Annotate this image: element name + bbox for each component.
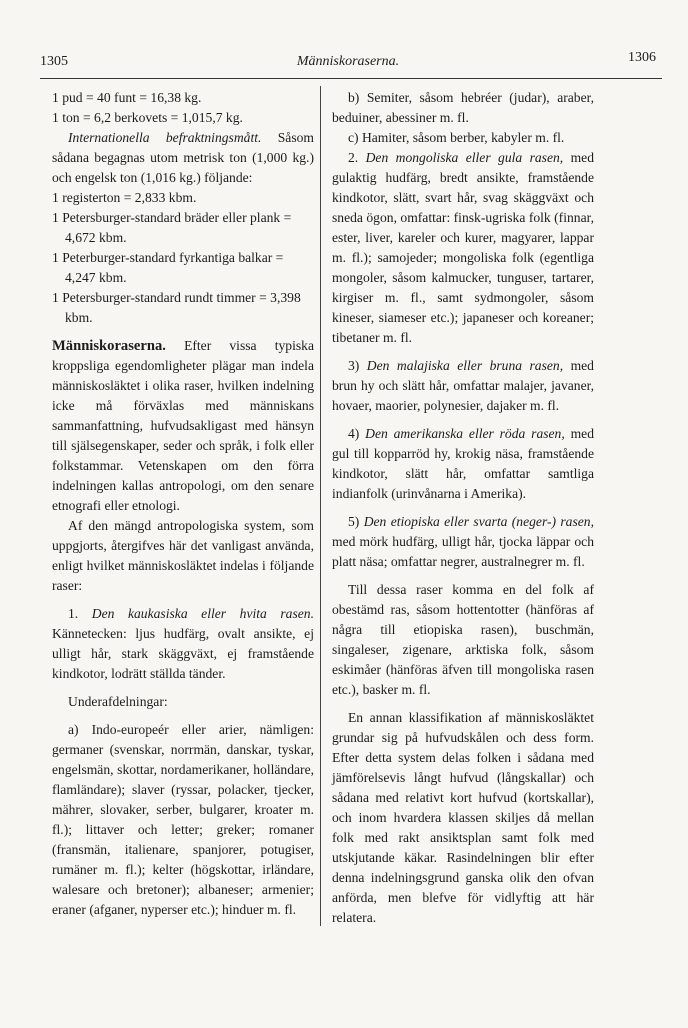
paragraph-text: med mörk hudfärg, ulligt hår, tjocka läppar och platt näsa; omfattar negrer, australnegrer m. fl. [332,534,594,569]
page-number-right: 1306 [628,50,656,65]
unit-line-plank: 1 Petersburger-standard bräder eller plank = 4,672 kbm. [52,210,292,245]
left-column [52,88,314,920]
paragraph-indo-europeer: a) Indo-europeér eller arier, nämligen: germaner (svenskar, norrmän, danskar, tyskar, engelsmän, skottar, nordamerikaner, holländare, flamländare); slaver (ryssar, polacker, tjecker, mährer, slovaker, serber, bulgarer, kroater m. fl.); littaver och letter; greker; romaner (fransmän, italienare, spanjorer, potugiser, rumäner m. fl.); kelter (högskottar, irländare, walesare och bretoner); albaneser; armenier; eraner (afganer, nyperser etc.); hinduer m. fl. [52,722,314,917]
list-number: 4) [348,426,366,441]
unit-line-balkar: 1 Peterburger-standard fyrkantiga balkar = 4,247 kbm. [52,250,284,285]
paragraph-italic: Den etiopiska eller svarta (neger-) rasen, [363,514,594,529]
spacer [52,328,314,336]
unit-line-registerton: 1 registerton = 2,833 kbm. [52,190,197,205]
list-number: 2. [348,150,366,165]
paragraph-text: Såsom sådana begagnas utom metrisk ton (1,000 kg.) och engelsk ton (1,016 kg.) följande: [52,130,314,185]
list-number: 5) [348,514,364,529]
paragraph-italic: Den amerikanska eller röda rasen, [365,426,565,441]
paragraph-underafdelningar: Underafdelningar: [68,694,168,709]
unit-line-ton: 1 ton = 6,2 berkovets = 1,015,7 kg. [52,110,243,125]
section-heading: Människoraserna. [52,338,166,354]
paragraph-befraktningsmatt [52,128,314,188]
paragraph-hamiter: c) Hamiter, såsom berber, kabyler m. fl. [348,130,565,145]
column-divider [320,86,321,926]
spacer [332,416,594,424]
unit-line-timmer: 1 Petersburger-standard rundt timmer = 3,398 kbm. [52,290,301,325]
unit-line-pud: 1 pud = 40 funt = 16,38 kg. [52,90,202,105]
spacer [332,700,594,708]
paragraph-system: Af den mängd antropologiska system, som uppgjorts, återgifves här det vanligast använda, enligt hvilket människosläktet indelas i följande raser: [52,518,314,593]
running-title: Människoraserna. [296,54,400,69]
paragraph-klassifikation: En annan klassifikation af människosläktet grundar sig på hufvudskålen och dess form. Efter detta system delas folken i sådana med jämförelsevis långt hufvud (långskallar) och sådana med relativt kort hufvud (kortskallar), och inom hvardera klassen skiljes då mellan folk med rakt ansiktsplan samt folk med utskjutande käkar. Rasindelningen blir efter denna indelningsgrund ganska olik den ofvan anförda, men blefve för vidlyftig att här relatera. [332,710,594,925]
spacer [52,596,314,604]
paragraph-italic: Den mongoliska eller gula rasen, [365,150,564,165]
spacer [332,348,594,356]
header-rule [40,78,662,79]
paragraph-italic: Den malajiska eller bruna rasen, [366,358,564,373]
paragraph-manniskoraserna [52,336,314,516]
paragraph-text: med gulaktig hudfärg, bredt ansikte, framstående kindkotor, slätt, svart hår, svag skäggväxt och sneda ögon, omfattar: finsk-ugriska folk (finnar, ester, liver, kareler och kurer, magyarer, lappar m. fl.); samojeder; mongoliska folk (egentliga mongoler, såsom kalmucker, tunguser, tartarer, kirgiser m. fl., samt sydmongoler, såsom kineser, siameser etc.); japaneser och koreaner; tibetaner m. fl. [332,150,594,345]
page-header [40,50,656,74]
paragraph-text: med gul till kopparröd hy, krokig näsa, framstående kindkotor, slätt hår, omfattar samtliga indianfolk (urinvånarna i Amerika). [332,426,594,501]
paragraph-kaukasiska [52,604,314,684]
paragraph-semiter: b) Semiter, såsom hebréer (judar), araber, beduiner, abessiner m. fl. [332,90,594,125]
paragraph-malajiska [332,356,594,416]
spacer [332,572,594,580]
paragraph-text: Kännetecken: ljus hudfärg, ovalt ansikte, ej ulligt hår, stark skäggväxt, ej framstående kindkotor, lodrätt ställda tänder. [52,626,314,681]
right-column [332,88,594,928]
paragraph-amerikanska [332,424,594,504]
paragraph-italic: Den kaukasiska eller hvita rasen. [91,606,314,621]
paragraph-text: med brun hy och slätt hår, omfattar malajer, javaner, hovaer, maorier, polynesier, dajaker m. fl. [332,358,594,413]
paragraph-text: Efter vissa typiska kroppsliga egendomligheter plägar man indela människosläktet i olika raser, hvilken indelning icke må förväxlas med människans sammanfattning, hufvudsakligast med hänsyn till själsegenskaper, seder och språk, i folk eller folkstammar. Vetenskapen om den förra indelningen kallas antropologi, om den senare etnografi eller etnologi. [52,338,314,513]
list-number: 3) [348,358,367,373]
paragraph-obestamd-ras: Till dessa raser komma en del folk af obestämd ras, såsom hottentotter (hänföras af några till etiopiska rasen), buschmän, singaleser, zigenare, arktiska folk, såsom eskimåer (hänföras äfven till mongoliska rasen etc.), basker m. fl. [332,582,594,697]
spacer [332,504,594,512]
paragraph-italic: Internationella befraktningsmått. [68,130,262,145]
paragraph-mongoliska [332,148,594,348]
page-number-left: 1305 [40,54,68,69]
list-number: 1. [68,606,92,621]
spacer [52,712,314,720]
paragraph-etiopiska [332,512,594,572]
spacer [52,684,314,692]
